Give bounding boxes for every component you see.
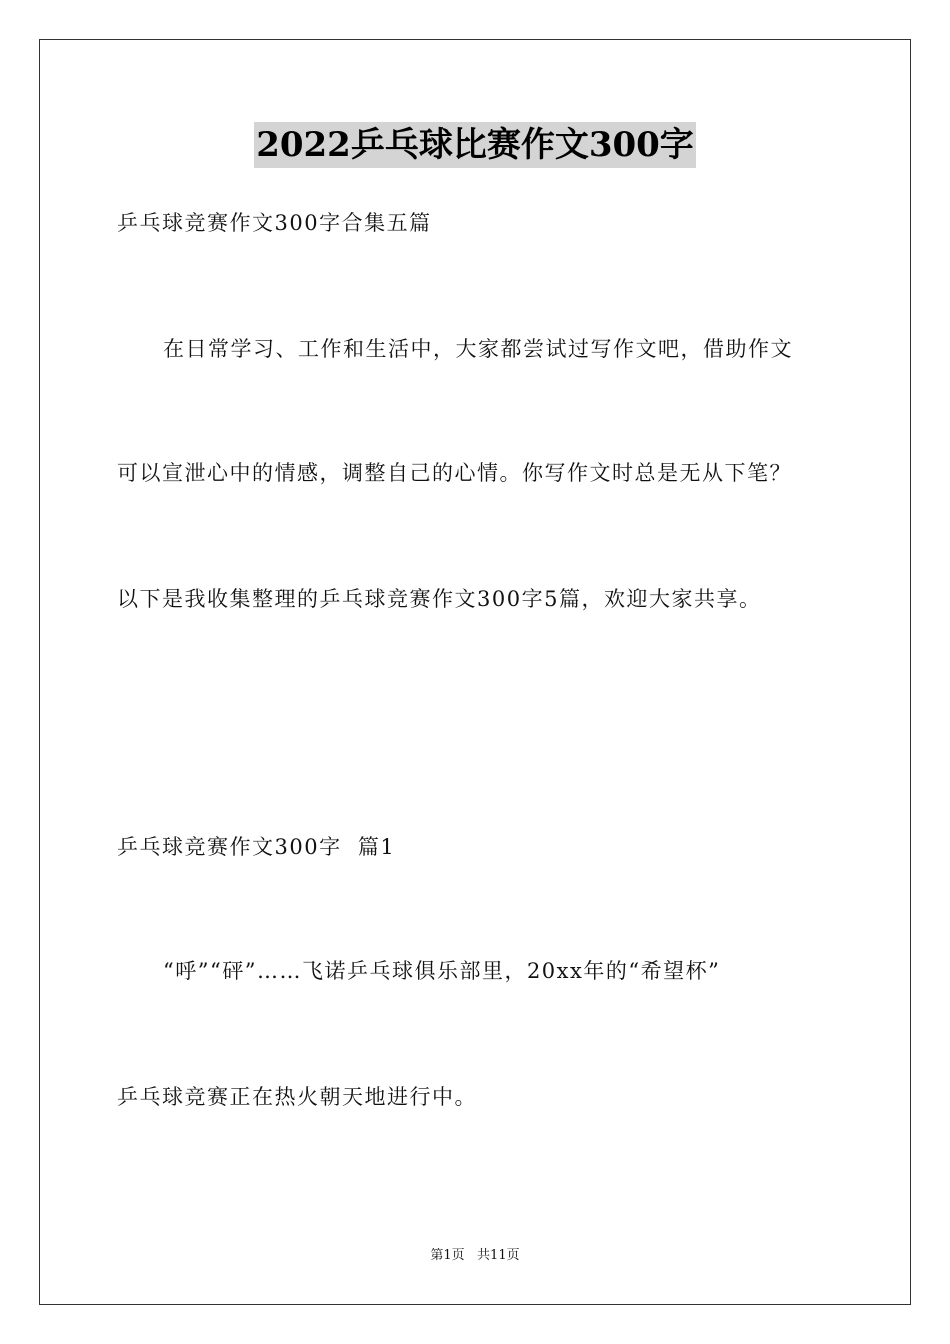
intro-line-3: 以下是我收集整理的乒乓球竞赛作文300字5篇，欢迎大家共享。 bbox=[117, 587, 762, 611]
intro-line-1: 在日常学习、工作和生活中，大家都尝试过写作文吧，借助作文 bbox=[163, 337, 793, 361]
intro-line-2: 可以宣泄心中的情感，调整自己的心情。你写作文时总是无从下笔？ bbox=[117, 461, 792, 485]
section-body-line-2: 乒乓球竞赛正在热火朝天地进行中。 bbox=[117, 1085, 477, 1109]
document-subtitle: 乒乓球竞赛作文300字合集五篇 bbox=[117, 211, 432, 235]
document-title: 2022乒乓球比赛作文300字 bbox=[254, 122, 696, 168]
section-heading: 乒乓球竞赛作文300字 篇1 bbox=[117, 835, 396, 859]
section-body-line-1: “呼”“砰”……飞诺乒乓球俱乐部里，20xx年的“希望杯” bbox=[163, 959, 721, 983]
title-container bbox=[0, 122, 950, 168]
page-footer: 第1页 共11页 bbox=[430, 1248, 520, 1263]
